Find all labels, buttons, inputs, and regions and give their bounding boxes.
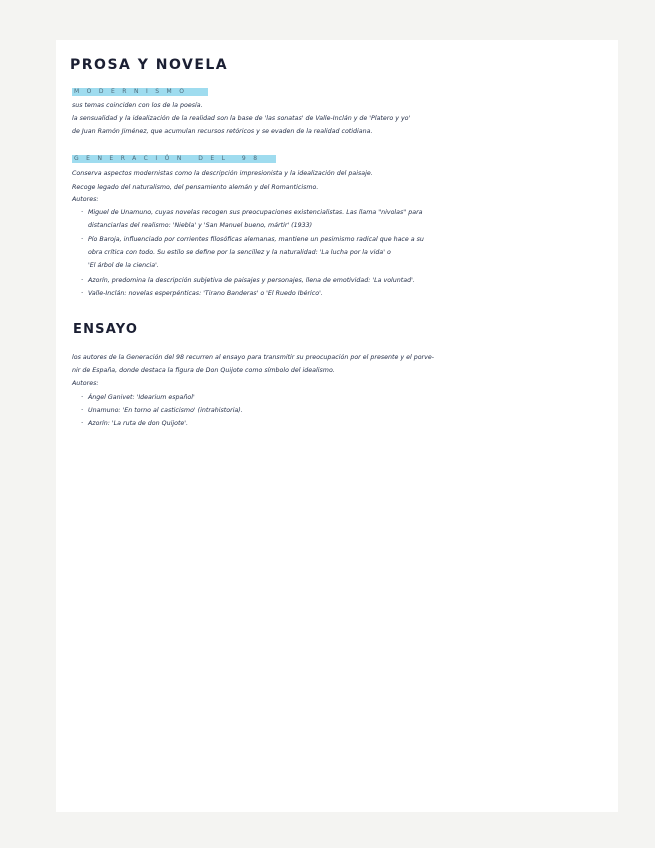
- author-item: Azorín, predomina la descripción subjetiva de paisajes y personajes, llena de emotividad: 'La voluntad'.: [88, 277, 415, 284]
- bullet-mark: ·: [81, 235, 84, 243]
- page-title: PROSA Y NOVELA: [70, 57, 229, 73]
- section-heading-ensayo: ENSAYO: [73, 322, 139, 337]
- text-line: los autores de la Generación del 98 recurren al ensayo para transmitir su preocupación por el presente y el porve-: [72, 354, 435, 361]
- text-line: de Juan Ramón Jiménez, que acumulan recursos retóricos y se evaden de la realidad cotidiana.: [72, 128, 373, 135]
- text-line: Conserva aspectos modernistas como la descripción impresionista y la idealización del paisaje.: [72, 170, 373, 177]
- author-item: Unamuno: 'En torno al casticismo' (intrahistoria).: [88, 407, 243, 414]
- section-heading-modernismo: MODERNISMO: [72, 88, 208, 96]
- bullet-mark: ·: [81, 406, 84, 414]
- text-line: sus temas coinciden con los de la poesía.: [72, 102, 203, 109]
- author-item: Azorín: 'La ruta de don Quijote'.: [88, 420, 189, 427]
- text-line: Autores:: [72, 196, 99, 203]
- author-item: Miguel de Unamuno, cuyas novelas recogen sus preocupaciones existencialistas. Las llama "nivolas" para: [88, 209, 423, 216]
- bullet-mark: ·: [81, 289, 84, 297]
- section-heading-generacion-98: GENERACIÓN DEL 98: [72, 155, 276, 163]
- author-item-continuation: distanciarlas del realismo: 'Niebla' y 'San Manuel bueno, mártir' (1933): [88, 222, 313, 229]
- text-line: Recoge legado del naturalismo, del pensamiento alemán y del Romanticismo.: [72, 184, 319, 191]
- author-item: Valle-Inclán: novelas esperpénticas: 'Tirano Banderas' o 'El Ruedo Ibérico'.: [88, 290, 323, 297]
- author-item: Ángel Ganivet: 'Idearium español': [88, 394, 195, 401]
- text-line: nir de España, donde destaca la figura de Don Quijote como símbolo del idealismo.: [72, 367, 335, 374]
- bullet-mark: ·: [81, 419, 84, 427]
- bullet-mark: ·: [81, 276, 84, 284]
- text-line: la sensualidad y la idealización de la realidad son la base de 'las sonatas' de Valle-Inclán y de 'Platero y yo': [72, 115, 411, 122]
- author-item-continuation: obra crítica con todo. Su estilo se define por la sencillez y la naturalidad: 'La lucha por la vida' o: [88, 249, 391, 256]
- author-item: Pío Baroja, influenciado por corrientes filosóficas alemanas, mantiene un pesimismo radical que hace a su: [88, 236, 424, 243]
- text-line: Autores:: [72, 380, 99, 387]
- bullet-mark: ·: [81, 393, 84, 401]
- bullet-mark: ·: [81, 208, 84, 216]
- author-item-continuation: 'El árbol de la ciencia'.: [88, 262, 159, 269]
